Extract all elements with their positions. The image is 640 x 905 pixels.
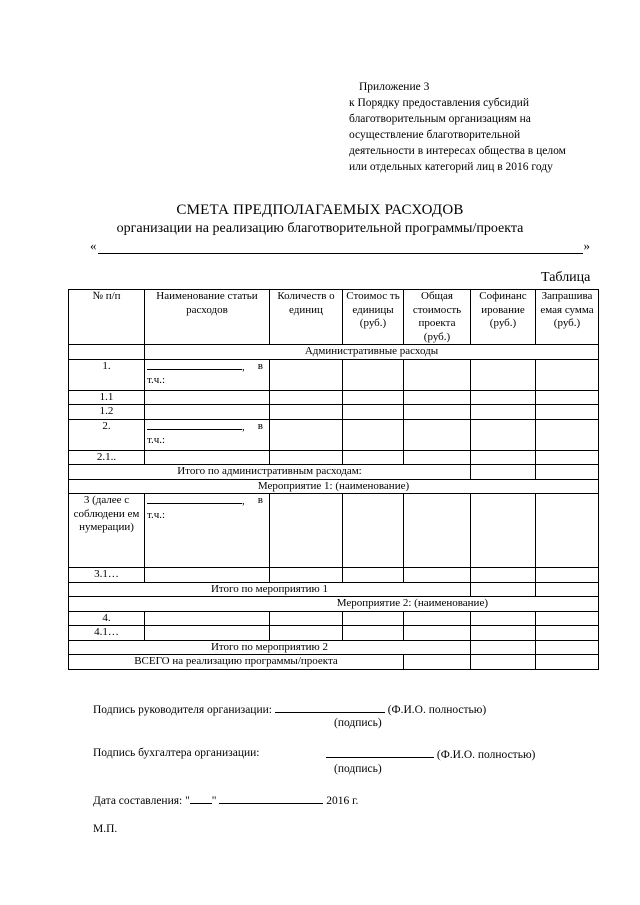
table-row <box>69 345 599 360</box>
cell-empty <box>471 419 536 450</box>
item-name-cell: , в т.ч.: <box>145 419 270 450</box>
stamp-place: М.П. <box>93 823 118 835</box>
blank-line <box>147 494 242 504</box>
cell-empty <box>471 465 536 480</box>
cell-empty <box>471 568 536 583</box>
fio-label: (Ф.И.О. полностью) <box>387 704 487 716</box>
program-name-field <box>90 238 590 254</box>
signature-blank <box>326 747 434 758</box>
table-row <box>69 597 599 612</box>
appendix-line: деятельности в интересах общества в целом <box>349 145 566 157</box>
cell-empty <box>270 405 343 420</box>
table-row <box>69 450 599 465</box>
cell-empty <box>536 359 599 390</box>
grand-total-label: ВСЕГО на реализацию программы/проекта <box>69 655 404 670</box>
cell-empty <box>536 405 599 420</box>
v-text: в <box>257 494 263 506</box>
row-number: 3.1… <box>69 568 145 583</box>
header-unit-cost: Стоимос ть единицы (руб.) <box>343 290 404 345</box>
cell-empty <box>145 390 270 405</box>
appendix-block <box>349 79 609 175</box>
appendix-line: осуществление благотворительной <box>349 129 521 141</box>
year-label: 2016 г. <box>326 795 359 807</box>
header-requested: Запрашива емая сумма (руб.) <box>536 290 599 345</box>
month-blank <box>219 793 323 804</box>
quote-open: « <box>90 238 97 253</box>
table-header-row <box>69 290 599 345</box>
header-total-cost: Общая стоимость проекта (руб.) <box>404 290 471 345</box>
header-item-name: Наименование статьи расходов <box>145 290 270 345</box>
tch-text: т.ч.: <box>147 374 166 386</box>
cell-empty <box>404 419 471 450</box>
fio-label: (Ф.И.О. полностью) <box>436 749 536 761</box>
table-row <box>69 494 599 568</box>
accountant-signature-label: Подпись бухгалтера организации: <box>93 747 260 759</box>
row-number: 1. <box>69 359 145 390</box>
cell-empty <box>404 626 471 641</box>
cell-empty <box>343 494 404 568</box>
cell-empty <box>536 494 599 568</box>
cell-empty <box>471 626 536 641</box>
cell-empty <box>404 450 471 465</box>
date-label: Дата составления: " <box>93 795 190 807</box>
cell-empty <box>471 494 536 568</box>
table-row <box>69 655 599 670</box>
cell-empty <box>536 390 599 405</box>
cell-empty <box>536 419 599 450</box>
header-quantity: Количеств о единиц <box>270 290 343 345</box>
table-row <box>69 611 599 626</box>
header-number: № п/п <box>69 290 145 345</box>
signature-blank <box>275 702 385 713</box>
cell-empty <box>343 359 404 390</box>
accountant-podpis-caption: (подпись) <box>334 763 382 775</box>
table-row <box>69 582 599 597</box>
cell-empty <box>270 494 343 568</box>
v-text: в <box>257 419 263 432</box>
cell-empty <box>145 611 270 626</box>
cell-empty <box>145 626 270 641</box>
date-line <box>93 793 358 807</box>
blank-line <box>147 420 242 430</box>
cell-empty <box>536 640 599 655</box>
day-blank <box>190 793 212 804</box>
event1-title: Мероприятие 1: (наименование) <box>69 479 599 494</box>
table-row <box>69 405 599 420</box>
cell-empty <box>69 345 145 360</box>
appendix-line: благотворительным организациям на <box>349 113 531 125</box>
cell-empty <box>471 359 536 390</box>
cell-empty <box>404 494 471 568</box>
admin-section-title: Административные расходы <box>145 345 599 360</box>
blank-line <box>147 360 242 370</box>
cell-empty <box>343 390 404 405</box>
cell-empty <box>343 626 404 641</box>
cell-empty <box>536 611 599 626</box>
cell-empty <box>536 465 599 480</box>
table-label: Таблица <box>541 270 591 285</box>
cell-empty <box>343 450 404 465</box>
appendix-line: к Порядку предоставления субсидий <box>349 97 529 109</box>
row-number: 2. <box>69 419 145 450</box>
header-cofinancing: Софинанс ирование (руб.) <box>471 290 536 345</box>
row-number: 3 (далее с соблюдени ем нумерации) <box>69 494 145 568</box>
appendix-line: или отдельных категорий лиц в 2016 году <box>349 161 553 173</box>
head-podpis-caption: (подпись) <box>334 717 382 729</box>
row-number: 4. <box>69 611 145 626</box>
cell-empty <box>471 405 536 420</box>
cell-empty <box>471 450 536 465</box>
cell-empty <box>270 359 343 390</box>
cell-empty <box>404 568 471 583</box>
tch-text: т.ч.: <box>147 508 166 521</box>
quote-close: » <box>583 238 590 253</box>
item-name-cell: , в т.ч.: <box>145 494 270 568</box>
cell-empty <box>270 450 343 465</box>
table-row <box>69 568 599 583</box>
row-number: 4.1… <box>69 626 145 641</box>
table-row <box>69 640 599 655</box>
table-row <box>69 626 599 641</box>
cell-empty <box>343 405 404 420</box>
cell-empty <box>536 568 599 583</box>
item-name-cell: , в т.ч.: <box>145 359 270 390</box>
cell-empty <box>145 405 270 420</box>
accountant-signature-line <box>326 747 535 761</box>
admin-total-label: Итого по административным расходам: <box>69 465 471 480</box>
event2-title: Мероприятие 2: (наименование) <box>69 597 599 612</box>
cell-empty <box>343 568 404 583</box>
cell-empty <box>270 419 343 450</box>
head-signature-label: Подпись руководителя организации: <box>93 704 272 716</box>
row-number: 2.1.. <box>69 450 145 465</box>
v-text: в <box>257 359 263 372</box>
tch-text: т.ч.: <box>147 434 166 446</box>
budget-table <box>68 289 599 670</box>
cell-empty <box>404 405 471 420</box>
document-title: СМЕТА ПРЕДПОЛАГАЕМЫХ РАСХОДОВ <box>176 202 464 218</box>
cell-empty <box>343 419 404 450</box>
cell-empty <box>471 390 536 405</box>
cell-empty <box>536 655 599 670</box>
cell-empty <box>404 390 471 405</box>
document-subtitle: организации на реализацию благотворительной программы/проекта <box>116 221 524 236</box>
event1-total-label: Итого по мероприятию 1 <box>69 582 471 597</box>
cell-empty <box>404 359 471 390</box>
cell-empty <box>270 390 343 405</box>
row-number: 1.1 <box>69 390 145 405</box>
cell-empty <box>471 640 536 655</box>
cell-empty <box>270 626 343 641</box>
cell-empty <box>536 626 599 641</box>
cell-empty <box>270 568 343 583</box>
cell-empty <box>145 450 270 465</box>
row-number: 1.2 <box>69 405 145 420</box>
head-signature-line <box>93 702 486 716</box>
cell-empty <box>536 450 599 465</box>
cell-empty <box>536 582 599 597</box>
table-row <box>69 479 599 494</box>
cell-empty <box>270 611 343 626</box>
cell-empty <box>471 611 536 626</box>
table-row <box>69 390 599 405</box>
date-quote: " <box>211 795 217 807</box>
program-name-line <box>98 241 583 254</box>
table-row <box>69 465 599 480</box>
table-row <box>69 359 599 390</box>
cell-empty <box>404 611 471 626</box>
cell-empty <box>145 568 270 583</box>
table-row <box>69 419 599 450</box>
cell-empty <box>404 655 471 670</box>
cell-empty <box>471 582 536 597</box>
cell-empty <box>343 611 404 626</box>
event2-total-label: Итого по мероприятию 2 <box>69 640 471 655</box>
cell-empty <box>471 655 536 670</box>
appendix-number: Приложение 3 <box>359 81 430 93</box>
